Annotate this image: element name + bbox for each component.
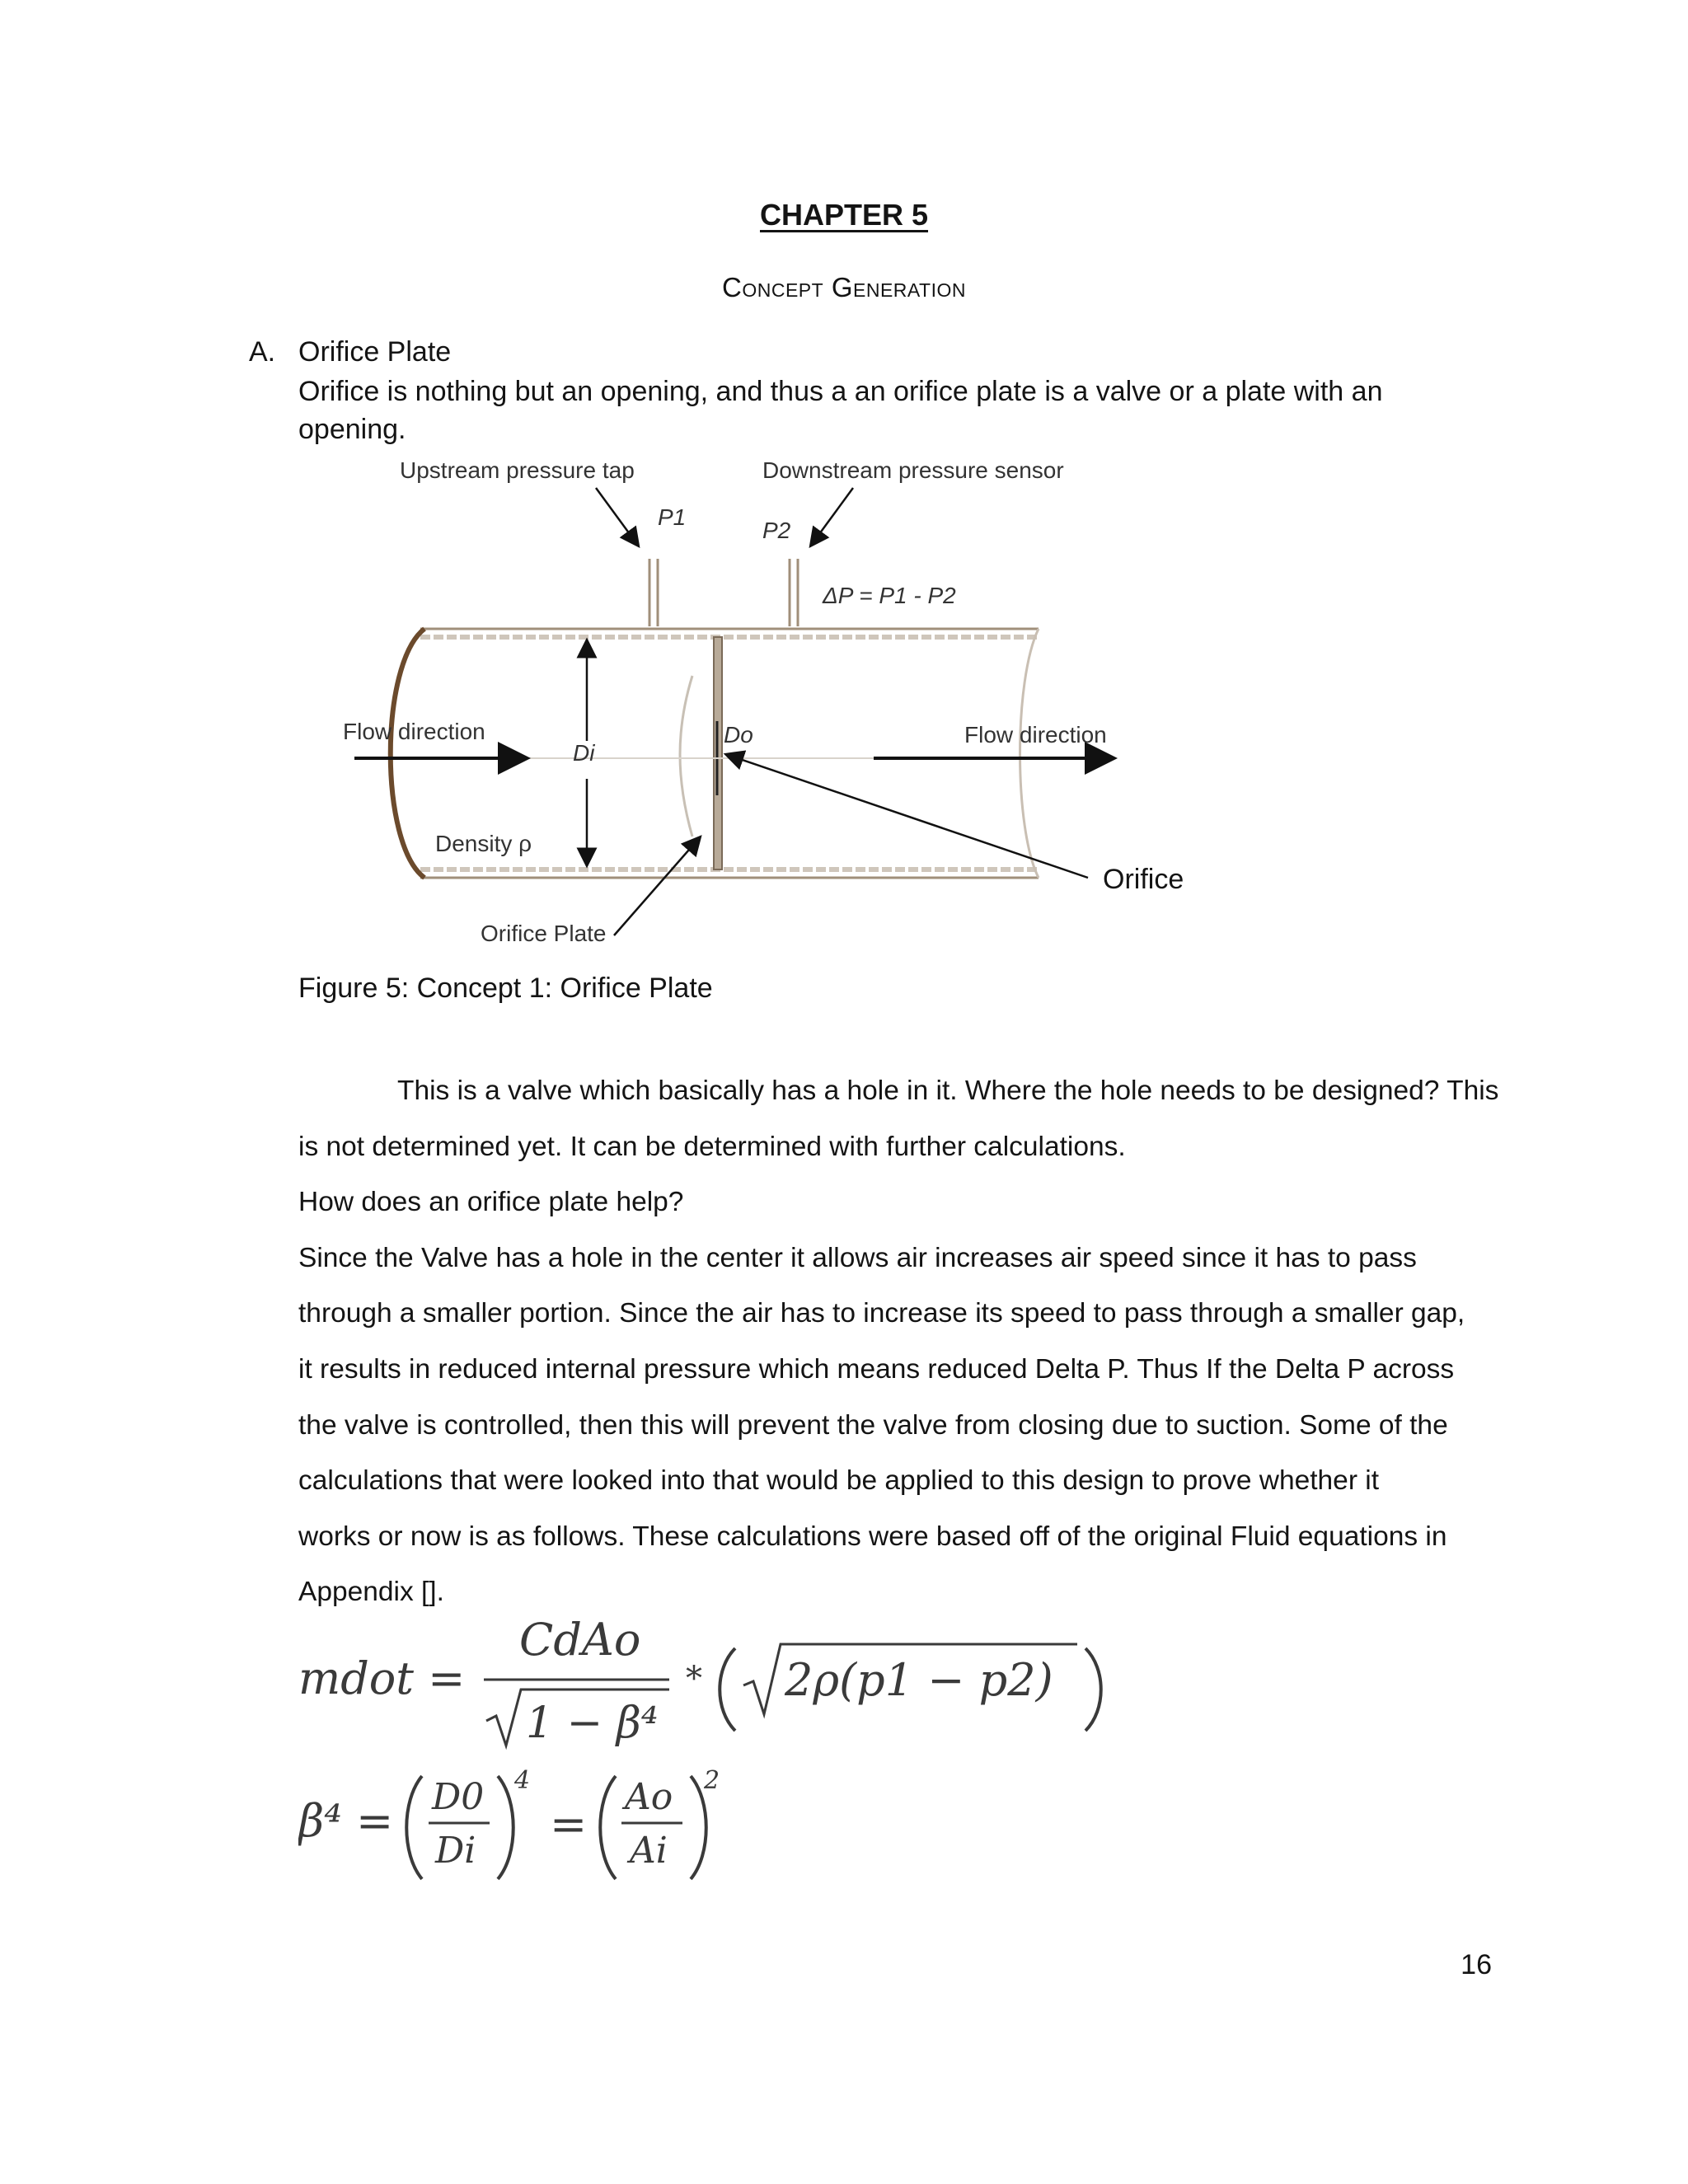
intro-line: opening.: [298, 414, 406, 445]
eq2-frac2-den: Ai: [630, 1830, 668, 1872]
body-line: works or now is as follows. These calculations were based off of the original Fluid equations in: [298, 1521, 1447, 1552]
page-number: 16: [1461, 1949, 1492, 1980]
body-line: through a smaller portion. Since the air has to increase its speed to pass through a smaller gap,: [298, 1298, 1465, 1329]
body-line: This is a valve which basically has a hole in it. Where the hole needs to be designed? This: [397, 1076, 1499, 1106]
orifice-plate: [680, 637, 722, 869]
intro-line: Orifice is nothing but an opening, and thus a an orifice plate is a valve or a plate with an: [298, 376, 1383, 407]
orifice-plate-label: Orifice Plate: [481, 921, 607, 946]
mass-flow-equation: [298, 1614, 1101, 1748]
downstream-leader: [810, 488, 853, 546]
body-line: calculations that were looked into that would be applied to this design to prove whether it: [298, 1465, 1380, 1497]
body-line: Since the Valve has a hole in the center it allows air increases air speed since it has to pass: [298, 1242, 1417, 1273]
section-title: Orifice Plate: [298, 336, 452, 368]
body-line: the valve is controlled, then this will prevent the valve from closing due to suction. Some of the: [298, 1409, 1448, 1441]
flow-left-label: Flow direction: [343, 719, 485, 744]
flow-right-label: Flow direction: [964, 722, 1107, 748]
eq2-paren1-left: [406, 1776, 422, 1879]
orifice-label: Orifice: [1103, 864, 1184, 895]
orifice-plate-diagram: [330, 449, 1236, 960]
eq1-lhs: mdot =: [298, 1652, 466, 1704]
di-label: Di: [573, 740, 595, 766]
eq1-denominator: 1 − β⁴: [526, 1699, 659, 1748]
eq2-equals: =: [550, 1798, 588, 1850]
delta-p-label: ΔP = P1 - P2: [823, 583, 956, 608]
eq1-left-paren: [720, 1648, 735, 1731]
body-line: Appendix [].: [298, 1577, 444, 1608]
equations-block: [298, 1607, 1123, 1887]
section-intro: [298, 373, 1436, 448]
section-letter: A.: [249, 336, 276, 368]
eq1-numerator: CdAo: [519, 1614, 641, 1666]
eq2-paren2-left: [600, 1776, 616, 1879]
pressure-taps: [649, 559, 798, 626]
density-label: Density ρ: [435, 831, 532, 856]
upstream-leader: [596, 488, 639, 546]
p1-label: P1: [658, 504, 687, 530]
body-line: is not determined yet. It can be determined with further calculations.: [298, 1131, 1126, 1162]
p2-label: P2: [762, 518, 791, 543]
upstream-label: Upstream pressure tap: [400, 457, 635, 483]
eq2-frac1-den: Di: [435, 1830, 476, 1872]
do-label: Do: [724, 722, 753, 748]
eq2-exp1: 4: [514, 1766, 531, 1795]
eq2-exp2: 2: [704, 1766, 720, 1795]
eq2-lhs: β⁴ =: [298, 1795, 394, 1847]
chapter-heading: CHAPTER 5: [759, 198, 929, 232]
body-paragraph: [298, 1063, 1499, 1620]
beta-equation: [298, 1766, 720, 1879]
downstream-label: Downstream pressure sensor: [762, 457, 1064, 483]
orifice-leader: [725, 754, 1088, 878]
eq2-frac2-num: Ao: [625, 1776, 673, 1818]
eq2-frac1-num: D0: [432, 1776, 485, 1818]
eq1-rhs: 2ρ(p1 − p2): [785, 1654, 1053, 1706]
chapter-subtitle: Concept Generation: [722, 272, 966, 302]
eq1-star: *: [686, 1660, 702, 1698]
eq1-right-paren: [1085, 1648, 1101, 1731]
body-line: it results in reduced internal pressure which means reduced Delta P. Thus If the Delta P across: [298, 1353, 1455, 1385]
eq2-paren1-right: [498, 1776, 513, 1879]
figure-caption: Figure 5: Concept 1: Orifice Plate: [298, 972, 713, 1004]
orifice-plate-leader: [614, 837, 701, 935]
body-line: How does an orifice plate help?: [298, 1187, 684, 1218]
